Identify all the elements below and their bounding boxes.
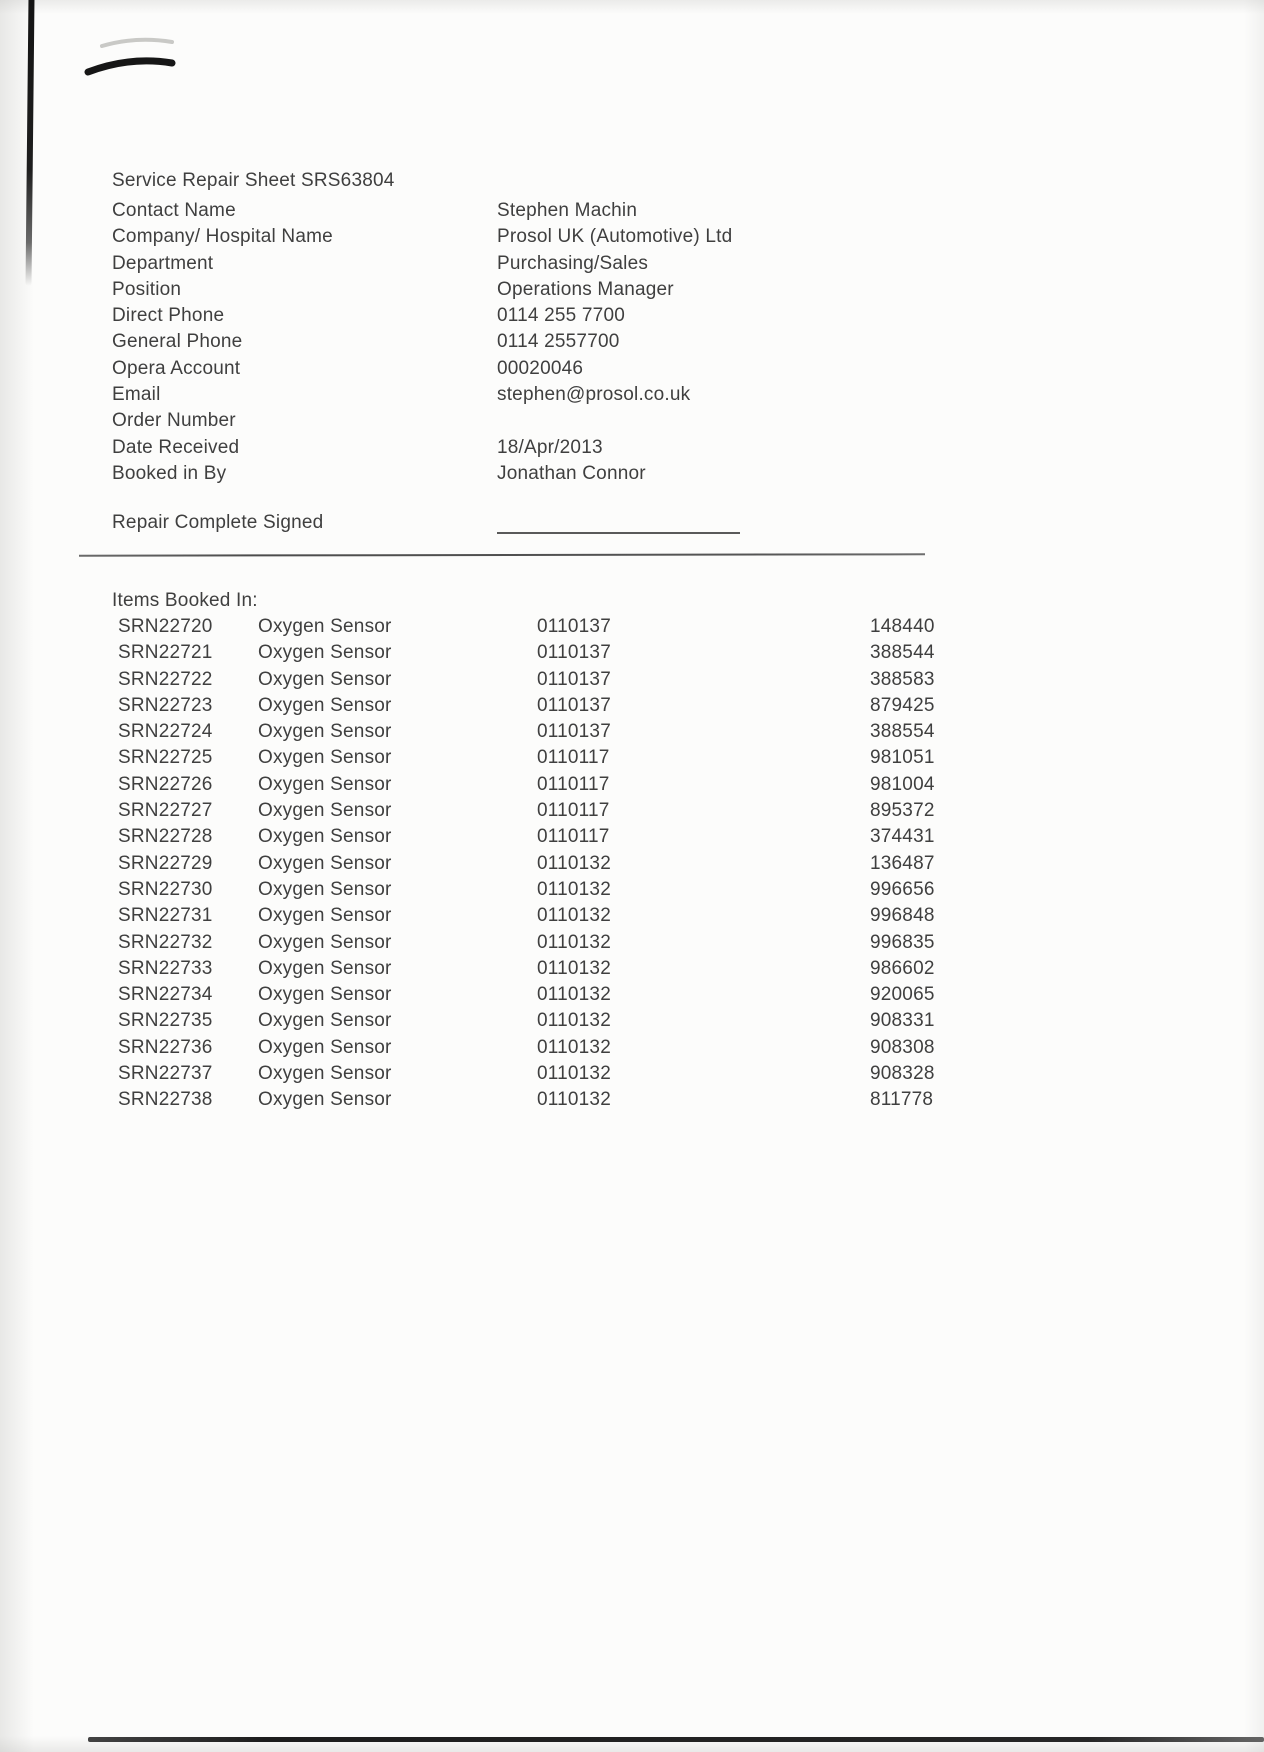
item-description: Oxygen Sensor — [258, 957, 392, 979]
field-value: Prosol UK (Automotive) Ltd — [497, 226, 733, 248]
contact-fields — [112, 200, 832, 489]
item-code: 0110132 — [537, 1036, 611, 1058]
item-serial: 908331 — [870, 1010, 935, 1032]
field-value: stephen@prosol.co.uk — [497, 384, 691, 406]
item-description: Oxygen Sensor — [258, 694, 392, 716]
item-row — [118, 642, 978, 668]
item-description: Oxygen Sensor — [258, 931, 392, 953]
item-serial: 920065 — [870, 984, 935, 1006]
item-row — [118, 616, 978, 642]
item-row — [118, 669, 978, 695]
item-code: 0110137 — [537, 616, 611, 637]
item-serial: 908328 — [870, 1063, 935, 1085]
item-srn: SRN22730 — [118, 878, 213, 900]
item-description: Oxygen Sensor — [258, 905, 392, 927]
item-srn: SRN22724 — [118, 721, 213, 743]
field-value: 0114 255 7700 — [497, 305, 625, 327]
item-description: Oxygen Sensor — [258, 773, 392, 795]
item-code: 0110132 — [537, 852, 611, 874]
field-row — [112, 226, 832, 252]
item-srn: SRN22726 — [118, 773, 213, 795]
field-row — [112, 253, 832, 279]
item-description: Oxygen Sensor — [258, 1089, 392, 1111]
item-row — [118, 1010, 978, 1036]
item-row — [118, 1037, 978, 1063]
item-description: Oxygen Sensor — [258, 878, 392, 900]
item-srn: SRN22731 — [118, 905, 213, 927]
item-row — [118, 1089, 978, 1115]
item-srn: SRN22722 — [118, 668, 213, 690]
field-row — [112, 410, 832, 436]
item-description: Oxygen Sensor — [258, 1010, 392, 1032]
item-srn: SRN22728 — [118, 826, 213, 848]
field-value: Stephen Machin — [497, 200, 638, 221]
item-description: Oxygen Sensor — [258, 1063, 392, 1085]
item-serial: 374431 — [870, 826, 935, 848]
item-row — [118, 721, 978, 747]
document-title: Service Repair Sheet SRS63804 — [112, 170, 395, 191]
scan-artifact-left-edge — [25, 0, 34, 286]
field-label: Order Number — [112, 410, 236, 432]
field-value: 0114 2557700 — [497, 331, 620, 353]
item-code: 0110117 — [537, 826, 610, 848]
item-row — [118, 853, 978, 879]
item-code: 0110132 — [537, 1089, 611, 1111]
item-code: 0110137 — [537, 642, 611, 664]
item-description: Oxygen Sensor — [258, 1036, 392, 1058]
field-value: Purchasing/Sales — [497, 252, 649, 274]
item-code: 0110117 — [537, 773, 610, 795]
item-serial: 986602 — [870, 957, 935, 979]
item-code: 0110132 — [537, 984, 611, 1006]
item-row — [118, 695, 978, 721]
item-serial: 981004 — [870, 773, 935, 795]
item-row — [118, 932, 978, 958]
item-serial: 879425 — [870, 694, 935, 716]
item-serial: 388554 — [870, 721, 935, 743]
item-serial: 388544 — [870, 642, 935, 664]
item-description: Oxygen Sensor — [258, 800, 392, 822]
item-description: Oxygen Sensor — [258, 642, 392, 664]
item-srn: SRN22736 — [118, 1036, 213, 1058]
item-serial: 981051 — [870, 747, 935, 769]
item-srn: SRN22737 — [118, 1063, 213, 1085]
item-code: 0110117 — [537, 747, 610, 769]
field-label: Email — [112, 384, 161, 406]
item-code: 0110132 — [537, 905, 611, 927]
field-row — [112, 305, 832, 331]
item-srn: SRN22729 — [118, 852, 213, 874]
items-heading: Items Booked In: — [112, 590, 258, 611]
item-code: 0110117 — [537, 800, 610, 822]
field-row — [112, 200, 832, 226]
signature-line — [497, 532, 740, 534]
field-row — [112, 331, 832, 357]
item-row — [118, 879, 978, 905]
item-code: 0110137 — [537, 721, 611, 743]
item-description: Oxygen Sensor — [258, 984, 392, 1006]
item-row — [118, 958, 978, 984]
item-code: 0110132 — [537, 931, 611, 953]
field-row — [112, 463, 832, 489]
field-label: Booked in By — [112, 462, 227, 484]
item-serial: 136487 — [870, 852, 935, 874]
item-srn: SRN22720 — [118, 616, 213, 637]
item-description: Oxygen Sensor — [258, 721, 392, 743]
item-serial: 996848 — [870, 905, 935, 927]
item-row — [118, 800, 978, 826]
field-label: Company/ Hospital Name — [112, 226, 333, 248]
field-row — [112, 384, 832, 410]
field-label: General Phone — [112, 331, 243, 353]
signature-label: Repair Complete Signed — [112, 512, 324, 533]
item-code: 0110137 — [537, 668, 611, 690]
item-row — [118, 1063, 978, 1089]
item-row — [118, 984, 978, 1010]
item-serial: 895372 — [870, 800, 935, 822]
item-description: Oxygen Sensor — [258, 852, 392, 874]
field-label: Opera Account — [112, 357, 241, 379]
item-serial: 811778 — [870, 1089, 934, 1111]
item-serial: 148440 — [870, 616, 935, 637]
item-srn: SRN22727 — [118, 800, 213, 822]
item-code: 0110132 — [537, 1010, 611, 1032]
item-srn: SRN22721 — [118, 642, 213, 664]
item-srn: SRN22732 — [118, 931, 213, 953]
item-row — [118, 774, 978, 800]
pen-mark — [70, 20, 210, 100]
item-srn: SRN22738 — [118, 1089, 213, 1111]
item-serial: 996835 — [870, 931, 935, 953]
item-srn: SRN22725 — [118, 747, 213, 769]
item-code: 0110132 — [537, 878, 611, 900]
item-description: Oxygen Sensor — [258, 826, 392, 848]
item-serial: 388583 — [870, 668, 935, 690]
item-serial: 996656 — [870, 878, 935, 900]
section-divider — [79, 553, 925, 556]
field-label: Direct Phone — [112, 305, 225, 327]
field-value: 00020046 — [497, 357, 584, 379]
item-code: 0110132 — [537, 957, 611, 979]
item-code: 0110137 — [537, 694, 611, 716]
field-row — [112, 279, 832, 305]
item-row — [118, 905, 978, 931]
item-srn: SRN22733 — [118, 957, 213, 979]
item-row — [118, 826, 978, 852]
item-description: Oxygen Sensor — [258, 616, 392, 637]
field-value: Jonathan Connor — [497, 462, 646, 484]
item-code: 0110132 — [537, 1063, 611, 1085]
field-label: Department — [112, 252, 214, 274]
field-row — [112, 358, 832, 384]
field-label: Date Received — [112, 436, 240, 458]
item-description: Oxygen Sensor — [258, 668, 392, 690]
field-label: Position — [112, 278, 182, 300]
field-value: 18/Apr/2013 — [497, 436, 603, 458]
field-row — [112, 437, 832, 463]
item-srn: SRN22723 — [118, 694, 213, 716]
item-srn: SRN22734 — [118, 984, 213, 1006]
field-value: Operations Manager — [497, 278, 674, 300]
items-table — [118, 616, 978, 1116]
item-row — [118, 747, 978, 773]
field-label: Contact Name — [112, 200, 236, 221]
item-serial: 908308 — [870, 1036, 935, 1058]
scan-artifact-bottom-edge — [88, 1737, 1264, 1742]
item-description: Oxygen Sensor — [258, 747, 392, 769]
signature-row — [112, 512, 752, 534]
item-srn: SRN22735 — [118, 1010, 213, 1032]
